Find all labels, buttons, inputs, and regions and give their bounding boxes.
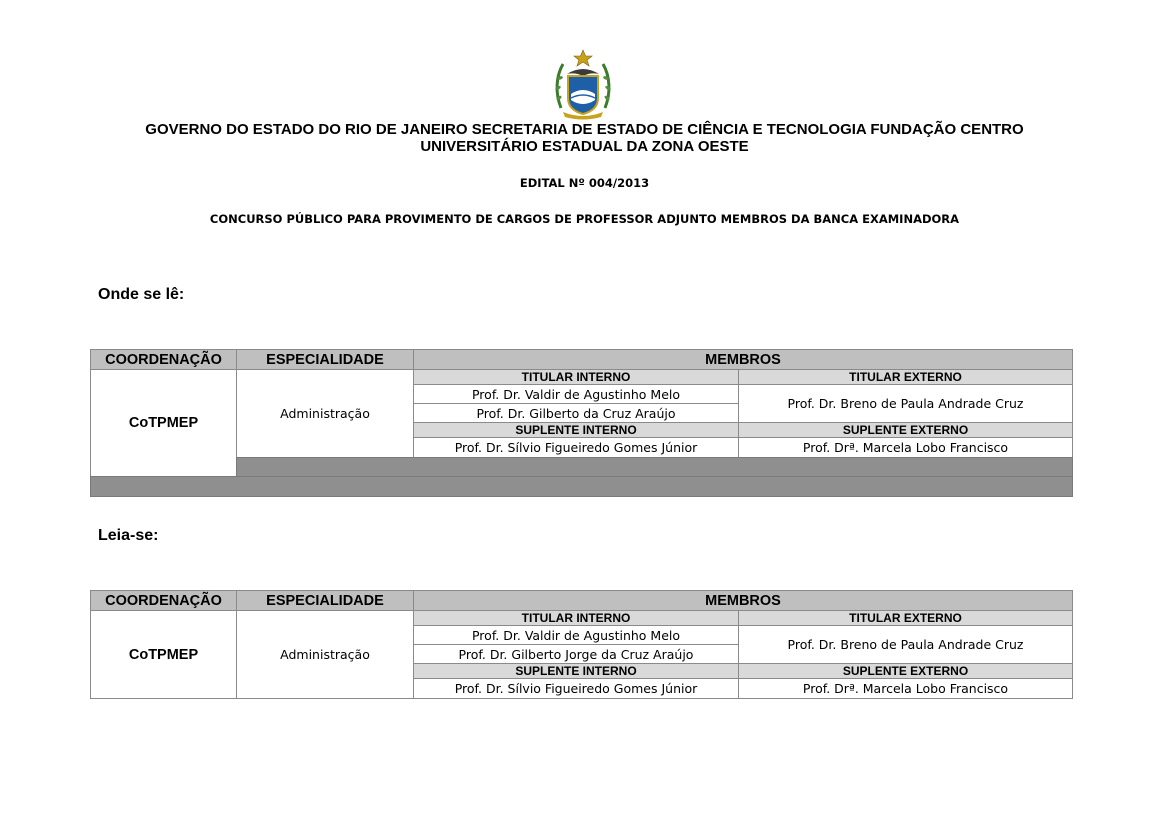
institution-title-line-1: GOVERNO DO ESTADO DO RIO DE JANEIRO SECRETARIA DE ESTADO DE CIÊNCIA E TECNOLOGIA FUNDAÇÃO CENTRO <box>145 121 1024 138</box>
coordenacao-cell: CoTPMEP <box>90 610 237 699</box>
titular-interno-header: TITULAR INTERNO <box>413 610 739 626</box>
suplente-externo: Prof. Drª. Marcela Lobo Francisco <box>738 437 1073 458</box>
column-header-coordenacao: COORDENAÇÃO <box>90 349 237 370</box>
leia-se-label: Leia-se: <box>98 527 159 544</box>
suplente-externo: Prof. Drª. Marcela Lobo Francisco <box>738 678 1073 699</box>
onde-se-le-label: Onde se lê: <box>98 286 185 303</box>
suplente-interno-header: SUPLENTE INTERNO <box>413 663 739 679</box>
leia-se-table <box>90 590 1073 699</box>
column-header-membros: MEMBROS <box>413 349 1073 370</box>
titular-interno-1: Prof. Dr. Valdir de Agustinho Melo <box>413 625 739 645</box>
suplente-externo-header: SUPLENTE EXTERNO <box>738 663 1073 679</box>
state-crest-icon <box>553 48 613 120</box>
column-header-especialidade: ESPECIALIDADE <box>236 349 414 370</box>
titular-externo-header: TITULAR EXTERNO <box>738 610 1073 626</box>
titular-interno-2: Prof. Dr. Gilberto da Cruz Araújo <box>413 403 739 423</box>
institution-title-line-2: UNIVERSITÁRIO ESTADUAL DA ZONA OESTE <box>420 138 749 155</box>
especialidade-cell: Administração <box>236 610 414 699</box>
column-header-membros: MEMBROS <box>413 590 1073 611</box>
empty-shaded-row <box>236 457 1073 477</box>
edital-number: EDITAL Nº 004/2013 <box>519 176 650 190</box>
titular-interno-1: Prof. Dr. Valdir de Agustinho Melo <box>413 384 739 404</box>
suplente-externo-header: SUPLENTE EXTERNO <box>738 422 1073 438</box>
suplente-interno-header: SUPLENTE INTERNO <box>413 422 739 438</box>
onde-se-le-table <box>90 349 1073 497</box>
column-header-coordenacao: COORDENAÇÃO <box>90 590 237 611</box>
especialidade-cell: Administração <box>236 369 414 458</box>
titular-externo-header: TITULAR EXTERNO <box>738 369 1073 385</box>
column-header-especialidade: ESPECIALIDADE <box>236 590 414 611</box>
concurso-subtitle: CONCURSO PÚBLICO PARA PROVIMENTO DE CARGOS DE PROFESSOR ADJUNTO MEMBROS DA BANCA EXAMINADORA <box>209 212 960 226</box>
titular-interno-header: TITULAR INTERNO <box>413 369 739 385</box>
suplente-interno: Prof. Dr. Sílvio Figueiredo Gomes Júnior <box>413 678 739 699</box>
titular-interno-2: Prof. Dr. Gilberto Jorge da Cruz Araújo <box>413 644 739 664</box>
coordenacao-cell: CoTPMEP <box>90 369 237 477</box>
titular-externo: Prof. Dr. Breno de Paula Andrade Cruz <box>738 384 1073 423</box>
suplente-interno: Prof. Dr. Sílvio Figueiredo Gomes Júnior <box>413 437 739 458</box>
empty-shaded-row <box>90 476 1073 497</box>
titular-externo: Prof. Dr. Breno de Paula Andrade Cruz <box>738 625 1073 664</box>
